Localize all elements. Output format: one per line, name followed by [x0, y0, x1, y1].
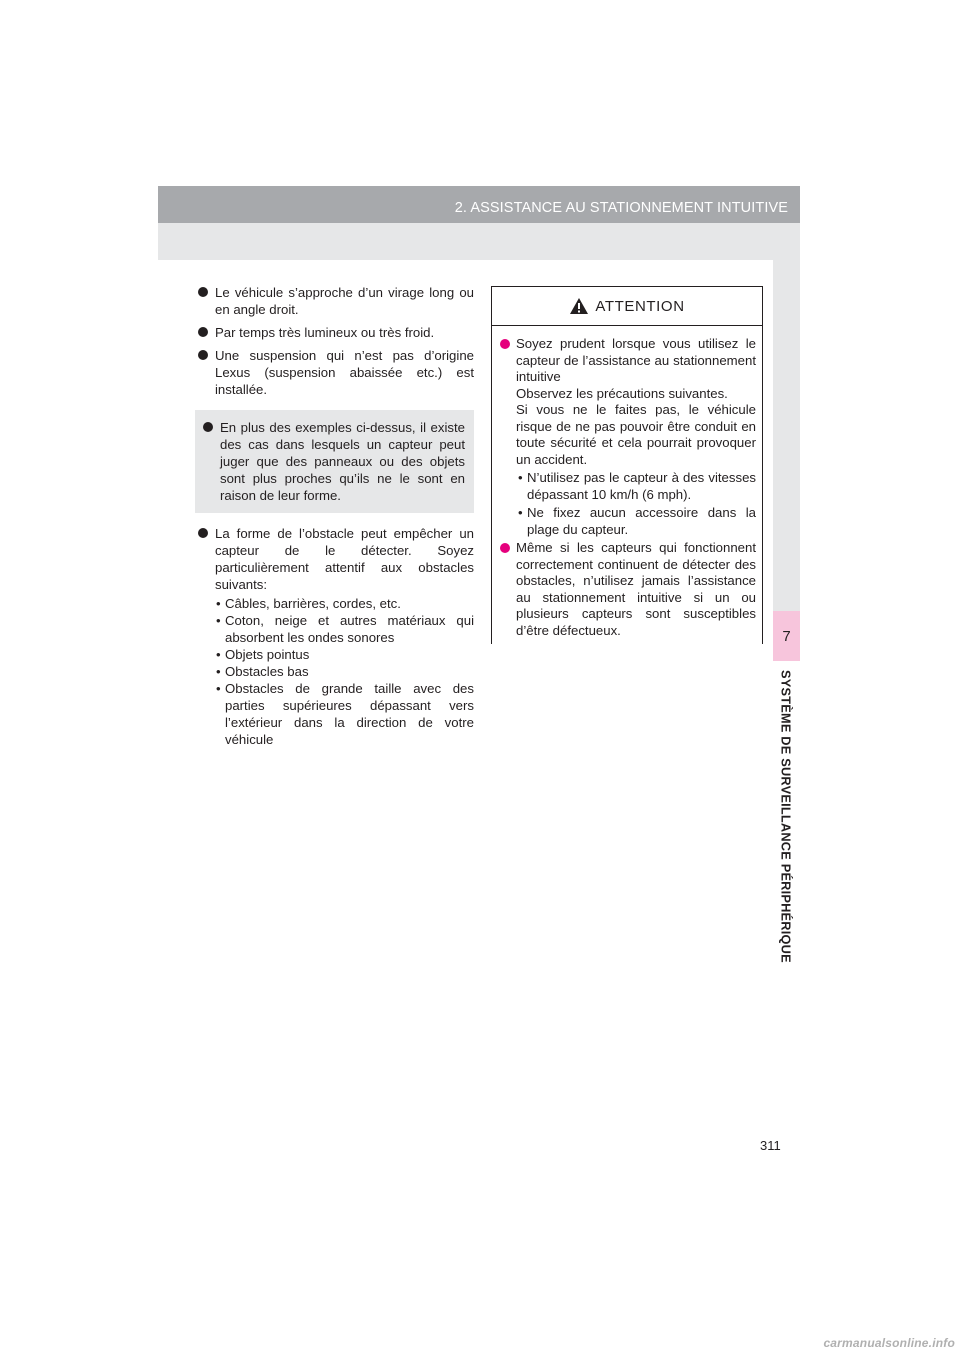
list-item	[198, 284, 474, 318]
warning-triangle-icon	[569, 297, 589, 315]
chapter-number-tab: 7	[773, 611, 800, 661]
obstacle-text: Obstacles bas	[225, 664, 309, 679]
obstacle-item	[198, 595, 474, 612]
middot-icon: •	[518, 470, 523, 485]
bullet-text: Une suspension qui n’est pas d’origine Lexus (suspension abaissée etc.) est installée.	[215, 348, 474, 397]
bullet-icon	[198, 528, 208, 538]
bullet-icon	[198, 327, 208, 337]
middot-icon: •	[216, 681, 221, 696]
obstacle-text: Coton, neige et autres matériaux qui absorbent les ondes sonores	[225, 613, 474, 645]
note-text: En plus des exemples ci-dessus, il existe des cas dans lesquels un capteur peut juger que des panneaux ou des objets sont plus proches qu’ils ne le sont en raison de leur forme.	[220, 420, 465, 503]
list-item	[198, 347, 474, 398]
middot-icon: •	[216, 664, 221, 679]
bullet-icon	[500, 543, 510, 553]
middot-icon: •	[216, 596, 221, 611]
chapter-label: SYSTÈME DE SURVEILLANCE PÉRIPHÉRIQUE	[778, 670, 794, 963]
middot-icon: •	[518, 505, 523, 520]
obstacle-item	[198, 612, 474, 646]
middot-icon: •	[216, 613, 221, 628]
bullet-text: Par temps très lumineux ou très froid.	[215, 325, 435, 340]
attention-title: ATTENTION	[595, 297, 685, 315]
note-item	[203, 419, 465, 504]
bullet-text: La forme de l’obstacle peut empêcher un capteur de le détecter. Soyez particulièrement attentif aux obstacles suivants:	[215, 526, 474, 592]
bullet-icon	[198, 287, 208, 297]
section-title: 2. ASSISTANCE AU STATIONNEMENT INTUITIVE	[454, 200, 788, 216]
attention-item	[500, 336, 756, 468]
left-column	[198, 284, 474, 748]
list-item	[198, 525, 474, 593]
attention-header	[492, 287, 762, 325]
attention-subtext: Ne fixez aucun accessoire dans la plage du capteur.	[527, 505, 756, 537]
obstacle-text: Objets pointus	[225, 647, 310, 662]
attention-text: Si vous ne le faites pas, le véhicule risque de ne pas pouvoir être conduit en toute sécurité et cela pourrait provoquer un accident.	[516, 402, 756, 467]
attention-text: Observez les précautions suivantes.	[516, 385, 728, 401]
attention-item	[500, 540, 756, 639]
bullet-icon	[203, 422, 213, 432]
attention-text: Soyez prudent lorsque vous utilisez le capteur de l’assistance au stationnement intuitive	[516, 336, 756, 384]
watermark: carmanualsonline.info	[823, 1336, 955, 1350]
attention-subtext: N’utilisez pas le capteur à des vitesses dépassant 10 km/h (6 mph).	[527, 470, 756, 502]
obstacle-text: Câbles, barrières, cordes, etc.	[225, 596, 401, 611]
attention-text: Même si les capteurs qui fonctionnent correctement continuent de détecter des obstacles, n’utilisez jamais l’assistance au stationnement intuitive si un ou plusieurs capteurs sont susceptibles d’être défectueux.	[516, 540, 756, 638]
obstacle-text: Obstacles de grande taille avec des parties supérieures dépassant vers l’extérieur dans la direction de votre véhicule	[225, 681, 474, 747]
bullet-text: Le véhicule s’approche d’un virage long ou en angle droit.	[215, 285, 474, 317]
attention-subitem	[500, 505, 756, 538]
obstacle-item	[198, 663, 474, 680]
middot-icon: •	[216, 647, 221, 662]
page-number: 311	[760, 1138, 781, 1153]
header-subband	[158, 223, 800, 260]
list-item	[198, 324, 474, 341]
obstacle-item	[198, 646, 474, 663]
attention-box	[491, 286, 763, 644]
bullet-icon	[500, 339, 510, 349]
side-tab-background	[773, 260, 800, 611]
attention-body	[492, 325, 762, 649]
obstacle-item	[198, 680, 474, 748]
info-note-box	[195, 410, 474, 513]
bullet-icon	[198, 350, 208, 360]
attention-subitem	[500, 470, 756, 503]
